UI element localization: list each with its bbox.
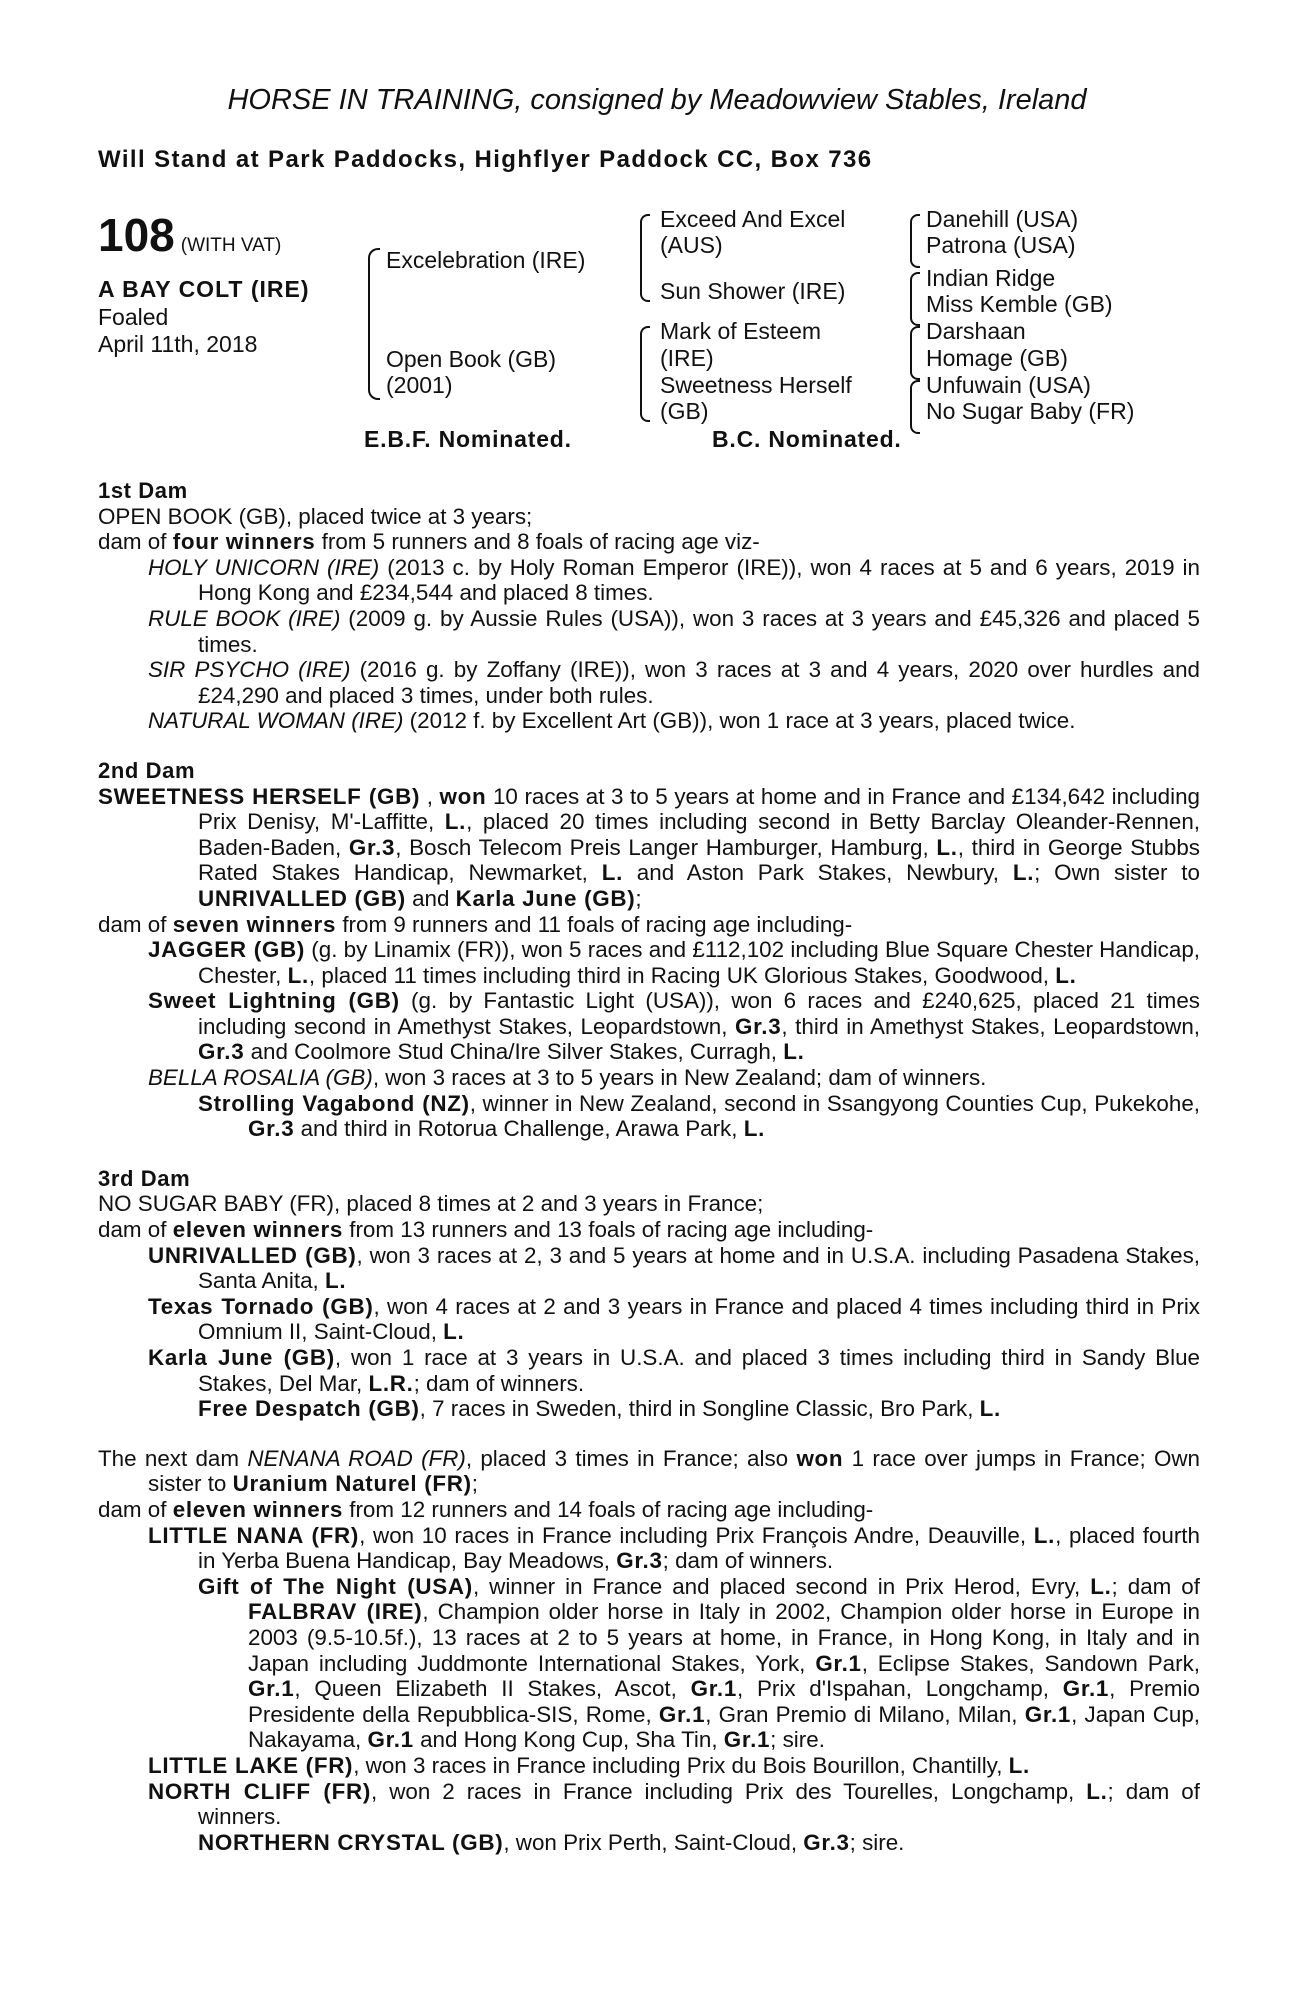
produce-record: [98, 478, 1200, 1879]
sire: Excelebration (IRE): [386, 247, 586, 273]
produce-entry: [98, 937, 1200, 988]
dam: Open Book (GB): [386, 346, 557, 372]
text: and Hong Kong Cup, Sha Tin,: [413, 1727, 724, 1753]
dam-section: [98, 1446, 1200, 1856]
dam-section: [98, 1166, 1200, 1422]
text: , Gran Premio di Milano, Milan,: [705, 1701, 1025, 1727]
italic-text: NATURAL WOMAN (IRE): [148, 708, 404, 734]
text: , Eclipse Stakes, Sandown Park,: [861, 1650, 1201, 1676]
text: , Bosch Telecom Preis Langer Hamburger, Hamburg,: [395, 834, 937, 860]
bold-text: seven winners: [172, 911, 337, 937]
text: dam of: [98, 911, 173, 937]
text: , winner in New Zealand, second in Ssangyong Counties Cup, Pukekohe,: [469, 1090, 1200, 1116]
bold-text: Sweet Lightning (GB): [148, 988, 400, 1014]
text: ; sire.: [770, 1727, 825, 1753]
bold-text: Gr.1: [690, 1676, 737, 1702]
bold-text: Free Despatch (GB): [198, 1396, 420, 1422]
dam-summary: [98, 1497, 1200, 1523]
text: , placed fourth in Yerba Buena Handicap, Bay Meadows,: [198, 1522, 1200, 1574]
text: dam of: [98, 529, 173, 555]
pedigree-brace-3: [910, 326, 920, 380]
bold-text: L.: [1090, 1573, 1112, 1599]
bold-text: UNRIVALLED (GB): [148, 1242, 357, 1268]
pedigree-brace-main: [368, 248, 380, 400]
text: , won 3 races at 3 to 5 years in New Zealand; dam of winners.: [372, 1065, 987, 1091]
bold-text: LITTLE LAKE (FR): [148, 1752, 354, 1778]
pedigree-brace-dam: [640, 326, 650, 422]
bold-text: Gr.3: [348, 834, 396, 860]
text: , won 10 races in France including Prix François Andre, Deauville,: [359, 1522, 1034, 1548]
pedigree-brace-2: [910, 272, 920, 326]
bold-text: L.: [979, 1396, 1001, 1422]
bold-text: Gr.3: [248, 1116, 295, 1142]
text: (2016 g. by Zoffany (IRE)), won 3 races at 3 and 4 years, 2020 over hurdles and £24,290 and placed 3 times, under both rules.: [198, 657, 1200, 708]
ggd-2: Miss Kemble (GB): [926, 291, 1113, 317]
text: from 5 runners and 8 foals of racing age viz-: [315, 529, 760, 555]
bold-text: L.: [444, 809, 467, 835]
italic-text: BELLA ROSALIA (GB): [148, 1065, 373, 1091]
text: , placed 20 times including second in Betty Barclay Oleander-Rennen, Baden-Baden,: [198, 809, 1200, 860]
text: , third in Amethyst Stakes, Leopardstown,: [781, 1013, 1201, 1039]
bold-text: FALBRAV (IRE): [248, 1599, 423, 1625]
text: , Queen Elizabeth II Stakes, Ascot,: [294, 1676, 691, 1702]
text: from 9 runners and 11 foals of racing age including-: [336, 911, 853, 937]
dam-summary: [98, 1446, 1200, 1497]
bold-text: L.: [783, 1039, 805, 1065]
text: OPEN BOOK (GB), placed twice at 3 years;: [98, 503, 533, 529]
bold-text: UNRIVALLED (GB): [198, 885, 406, 911]
bold-text: Gr.1: [1062, 1676, 1110, 1702]
text: and: [405, 885, 456, 911]
text: ; dam of: [1111, 1573, 1200, 1599]
text: 1 race over jumps in France; Own sister to: [148, 1445, 1201, 1497]
bold-text: Gift of The Night (USA): [198, 1573, 473, 1599]
produce-entry: [98, 988, 1200, 1065]
text: (g. by Linamix (FR)), won 5 races and £112,102 including Blue Square Chester Handicap, Chester,: [198, 937, 1201, 988]
bold-text: NORTH CLIFF (FR): [148, 1778, 371, 1804]
ggd-1: Patrona (USA): [926, 232, 1076, 258]
produce-entry: [98, 1091, 1200, 1142]
ggd-3: Homage (GB): [926, 345, 1068, 371]
ebf-nomination: E.B.F. Nominated.: [364, 426, 572, 452]
bold-text: Gr.1: [723, 1727, 771, 1753]
text: and third in Rotorua Challenge, Arawa Park,: [294, 1116, 744, 1142]
produce-entry: [98, 1753, 1200, 1779]
bold-text: eleven winners: [172, 1496, 344, 1522]
produce-entry: [98, 657, 1200, 708]
text: (2009 g. by Aussie Rules (USA)), won 3 races at 3 years and £45,326 and placed 5 times.: [198, 605, 1200, 657]
pedigree-brace-4: [910, 380, 920, 434]
dam-summary: [98, 1191, 1200, 1217]
produce-entry: [98, 1523, 1200, 1574]
bold-text: Gr.3: [198, 1039, 245, 1065]
bold-text: Gr.1: [1024, 1701, 1072, 1727]
text: dam of: [98, 1217, 173, 1243]
produce-entry: [98, 1574, 1200, 1753]
text: , won 3 races in France including Prix du Bois Bourillon, Chantilly,: [353, 1752, 1009, 1778]
text: ; sire.: [849, 1829, 905, 1855]
text: , placed 11 times including third in Racing UK Glorious Stakes, Goodwood,: [308, 962, 1056, 988]
text: 10 races at 3 to 5 years at home and in France and £134,642 including Prix Denisy, M'-Laffitte,: [198, 783, 1200, 835]
bold-text: LITTLE NANA (FR): [148, 1522, 360, 1548]
dam-summary: [98, 784, 1200, 912]
text: , won 2 races in France including Prix des Tourelles, Longchamp,: [370, 1778, 1087, 1804]
dam-summary: [98, 1217, 1200, 1243]
text: ;: [471, 1471, 479, 1497]
text: ; dam of winners.: [662, 1548, 834, 1574]
text: , third in George Stubbs Rated Stakes Handicap, Newmarket,: [198, 834, 1200, 886]
bold-text: L.: [443, 1319, 465, 1345]
dam-summary: [98, 529, 1200, 555]
ggs-3: Darshaan: [926, 318, 1026, 344]
produce-entry: [98, 1396, 1200, 1422]
dam-section: [98, 758, 1200, 1142]
bold-text: L.: [1012, 860, 1035, 886]
bold-text: L.: [1008, 1752, 1030, 1778]
bold-text: Texas Tornado (GB): [148, 1293, 374, 1319]
bold-text: Gr.3: [803, 1829, 850, 1855]
dam-summary: [98, 912, 1200, 938]
bold-text: Gr.1: [248, 1676, 295, 1702]
pedigree-brace-sire: [640, 214, 650, 302]
produce-entry: [98, 1345, 1200, 1396]
text: dam of: [98, 1496, 173, 1522]
vat-note: (WITH VAT): [180, 235, 282, 256]
ggs-2: Indian Ridge: [926, 265, 1056, 291]
bold-text: L.: [1055, 962, 1077, 988]
foaled-date: April 11th, 2018: [98, 331, 258, 357]
produce-entry: [98, 1065, 1200, 1091]
bold-text: Gr.1: [367, 1727, 414, 1753]
dam-sire: Mark of Esteem: [660, 318, 822, 344]
italic-text: RULE BOOK (IRE): [148, 605, 341, 631]
produce-entry: [98, 1243, 1200, 1294]
italic-text: NENANA ROAD (FR): [247, 1445, 466, 1471]
text: , Prix d'Ispahan, Longchamp,: [737, 1676, 1063, 1702]
produce-entry: [98, 555, 1200, 606]
text: , won Prix Perth, Saint-Cloud,: [503, 1829, 804, 1855]
text: ,: [420, 783, 440, 809]
horse-description: A BAY COLT (IRE): [98, 276, 310, 302]
bold-text: JAGGER (GB): [148, 937, 306, 963]
text: , won 3 races at 2, 3 and 5 years at home and in U.S.A. including Pasadena Stakes, Santa Anita,: [198, 1242, 1201, 1294]
produce-entry: [98, 606, 1200, 657]
dam-section: [98, 478, 1200, 734]
ggs-4: Unfuwain (USA): [926, 372, 1091, 398]
bold-text: L.: [601, 860, 623, 886]
dam-dam: Sweetness Herself: [660, 372, 852, 398]
bold-text: Gr.1: [658, 1701, 706, 1727]
produce-entry: [98, 1830, 1200, 1856]
bold-text: won: [796, 1445, 844, 1471]
dam-year: (2001): [386, 372, 453, 398]
text: (g. by Fantastic Light (USA)), won 6 races and £240,625, placed 21 times including second in Amethyst Stakes, Leopardstown,: [198, 988, 1200, 1039]
text: , Champion older horse in Italy in 2002, Champion older horse in Europe in 2003 (9.5-10.5f.), 13 races at 2 to 5 years at home, in France, in Hong Kong, in Italy and in Japan including Juddmonte International Stakes, York,: [248, 1599, 1200, 1676]
text: (2012 f. by Excellent Art (GB)), won 1 race at 3 years, placed twice.: [403, 708, 1076, 734]
dam-dam-country: (GB): [660, 398, 709, 424]
bc-nomination: B.C. Nominated.: [712, 426, 902, 452]
produce-entry: [98, 1779, 1200, 1830]
text: ; Own sister to: [1034, 860, 1200, 886]
bold-text: eleven winners: [172, 1217, 344, 1243]
dam-summary: [98, 504, 1200, 530]
text: , won 4 races at 2 and 3 years in France and placed 4 times including third in Prix Omnium II, Saint-Cloud,: [198, 1293, 1200, 1345]
text: , winner in France and placed second in Prix Herod, Evry,: [472, 1573, 1091, 1599]
text: and Coolmore Stud China/Ire Silver Stakes, Curragh,: [244, 1039, 784, 1065]
sire-sire: Exceed And Excel: [660, 206, 846, 232]
italic-text: HOLY UNICORN (IRE): [148, 554, 380, 580]
text: , placed 3 times in France; also: [465, 1445, 797, 1471]
bold-text: Karla June (GB): [455, 885, 636, 911]
text: ; dam of winners.: [198, 1778, 1200, 1830]
text: , 7 races in Sweden, third in Songline Classic, Bro Park,: [419, 1396, 980, 1422]
foaled-label: Foaled: [98, 304, 169, 330]
italic-text: SIR PSYCHO (IRE): [148, 657, 351, 683]
lot-number-block: [98, 208, 281, 262]
text: and Aston Park Stakes, Newbury,: [623, 860, 1013, 886]
bold-text: L.: [1033, 1522, 1056, 1548]
text: , won 1 race at 3 years in U.S.A. and placed 3 times including third in Sandy Blue Stakes, Del Mar,: [198, 1345, 1200, 1396]
bold-text: Gr.3: [735, 1013, 782, 1039]
bold-text: won: [439, 783, 487, 809]
bold-text: Karla June (GB): [148, 1345, 335, 1370]
bold-text: Uranium Naturel (FR): [232, 1471, 472, 1497]
bold-text: L.: [1086, 1778, 1108, 1804]
section-heading: 3rd Dam: [98, 1165, 191, 1191]
text: , Premio Presidente della Repubblica-SIS, Rome,: [248, 1676, 1201, 1727]
bold-text: NORTHERN CRYSTAL (GB): [198, 1829, 504, 1855]
text: from 12 runners and 14 foals of racing age including-: [343, 1496, 874, 1522]
page-title: HORSE IN TRAINING, consigned by Meadowview Stables, Ireland: [227, 84, 1087, 116]
sire-sire-country: (AUS): [660, 232, 723, 258]
text: , Japan Cup, Nakayama,: [248, 1701, 1200, 1753]
text: NO SUGAR BABY (FR), placed 8 times at 2 and 3 years in France;: [98, 1191, 764, 1217]
text: ; dam of winners.: [413, 1370, 585, 1396]
bold-text: SWEETNESS HERSELF (GB): [98, 783, 421, 809]
stable-location: Will Stand at Park Paddocks, Highflyer Paddock CC, Box 736: [98, 146, 873, 173]
bold-text: L.R.: [368, 1370, 414, 1396]
bold-text: four winners: [172, 529, 316, 555]
produce-entry: [98, 708, 1200, 734]
pedigree-brace-1: [910, 214, 920, 268]
dam-sire-country: (IRE): [660, 345, 714, 371]
bold-text: L.: [936, 834, 958, 860]
bold-text: Strolling Vagabond (NZ): [198, 1090, 470, 1116]
bold-text: Gr.3: [616, 1548, 663, 1574]
text: The next dam: [98, 1445, 248, 1471]
lot-number: 108: [98, 209, 175, 261]
bold-text: L.: [287, 962, 309, 988]
ggd-4: No Sugar Baby (FR): [926, 398, 1135, 424]
bold-text: L.: [324, 1268, 347, 1294]
bold-text: Gr.1: [815, 1650, 862, 1676]
section-heading: 2nd Dam: [98, 757, 196, 783]
sire-dam: Sun Shower (IRE): [660, 278, 846, 304]
text: (2013 c. by Holy Roman Emperor (IRE)), won 4 races at 5 and 6 years, 2019 in Hong Kong and £234,544 and placed 8 times.: [198, 554, 1200, 606]
bold-text: L.: [743, 1116, 765, 1142]
text: from 13 runners and 13 foals of racing age including-: [343, 1217, 874, 1243]
section-heading: 1st Dam: [98, 478, 188, 503]
ggs-1: Danehill (USA): [926, 206, 1079, 232]
text: ;: [635, 885, 642, 911]
produce-entry: [98, 1294, 1200, 1345]
